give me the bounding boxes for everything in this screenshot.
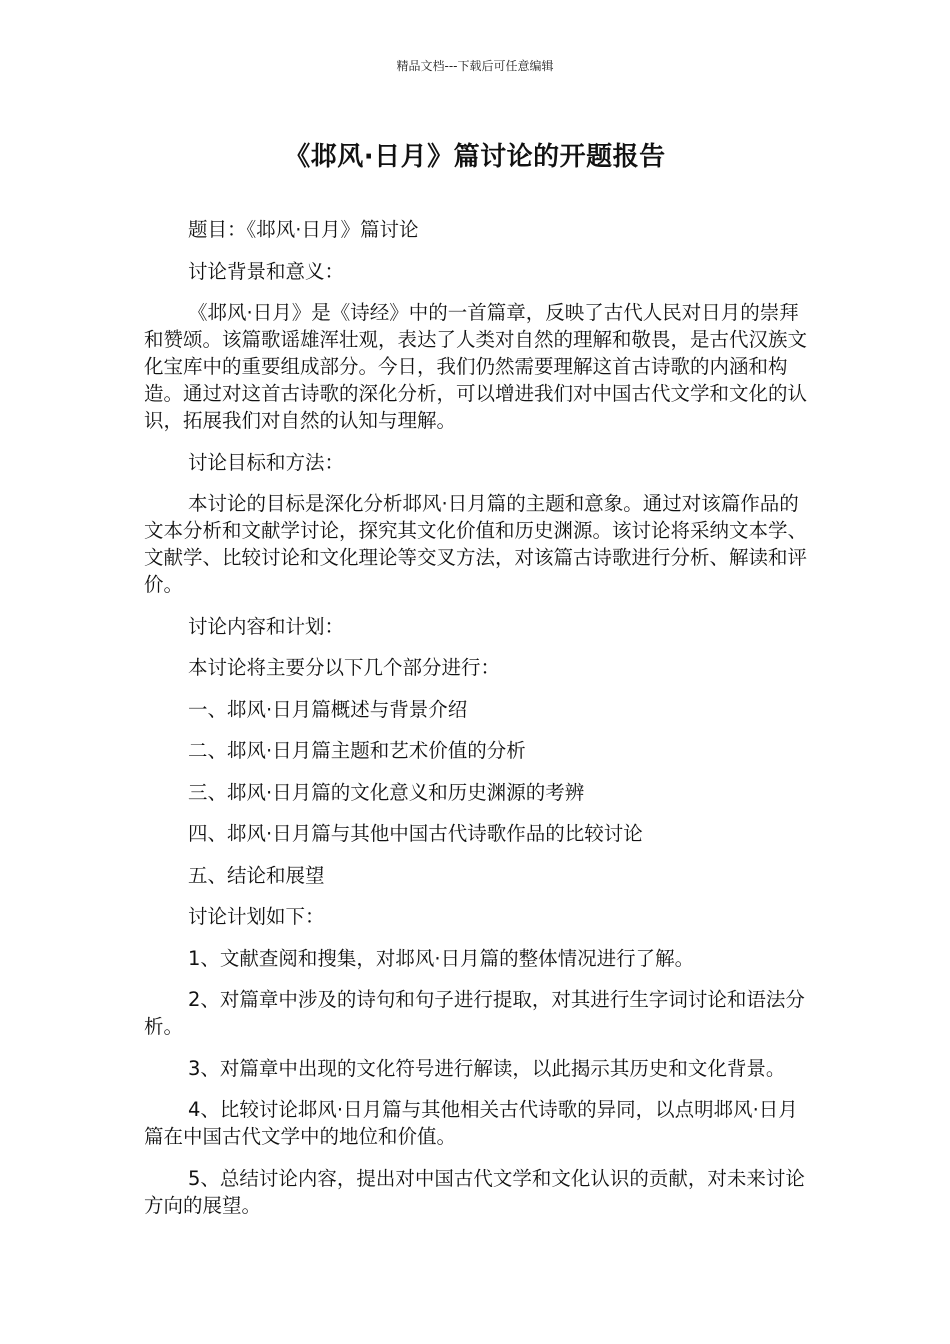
plan-list-item: 5、总结讨论内容，提出对中国古代文学和文化认识的贡献，对未来讨论方向的展望。 [144, 1166, 805, 1217]
background-paragraph: 《邶风·日月》是《诗经》中的一首篇章，反映了古代人民对日月的崇拜和赞颂。该篇歌谣雄浑壮观，表达了人类对自然的理解和敬畏，是古代汉族文化宝库中的重要组成部分。今日，我们仍然需要理解这首古诗歌的内涵和构造。通过对这首古诗歌的深化分析，可以增进我们对中国古代文学和文化的认识，拓展我们对自然的认知与理解。 [144, 301, 808, 432]
document-title: 《邶风·日月》篇讨论的开题报告 [284, 142, 666, 172]
content-list-item: 一、邶风·日月篇概述与背景介绍 [188, 697, 468, 721]
document-body [144, 216, 812, 1233]
plan-heading: 讨论计划如下： [188, 905, 325, 928]
topic-line: 题目：《邶风·日月》篇讨论 [188, 218, 419, 241]
page-header: 精品文档---下载后可任意编辑 [396, 59, 554, 73]
content-heading: 讨论内容和计划： [188, 614, 345, 638]
goal-paragraph: 本讨论的目标是深化分析邶风·日月篇的主题和意象。通过对该篇作品的文本分析和文献学讨论，探究其文化价值和历史渊源。该讨论将采纳文本学、文献学、比较讨论和文化理论等交叉方法，对该篇古诗歌进行分析、解读和评价。 [144, 492, 808, 596]
plan-list-item: 3、对篇章中出现的文化符号进行解读，以此揭示其历史和文化背景。 [188, 1056, 786, 1080]
content-list-item: 三、邶风·日月篇的文化意义和历史渊源的考辨 [188, 780, 585, 804]
goal-heading: 讨论目标和方法： [188, 450, 345, 474]
background-heading: 讨论背景和意义： [188, 259, 345, 283]
content-list-item: 二、邶风·日月篇主题和艺术价值的分析 [188, 739, 526, 762]
content-list-item: 五、结论和展望 [188, 863, 325, 887]
content-intro: 本讨论将主要分以下几个部分进行： [188, 656, 501, 679]
plan-list [144, 945, 812, 1219]
plan-list-item: 4、比较讨论邶风·日月篇与其他相关古代诗歌的异同，以点明邶风·日月篇在中国古代文学中的地位和价值。 [144, 1098, 798, 1148]
content-list-item: 四、邶风·日月篇与其他中国古代诗歌作品的比较讨论 [188, 822, 643, 845]
plan-list-item: 2、对篇章中涉及的诗句和句子进行提取，对其进行生字词讨论和语法分析。 [144, 988, 805, 1038]
content-list [144, 696, 812, 889]
plan-list-item: 1、文献查阅和搜集，对邶风·日月篇的整体情况进行了解。 [188, 946, 695, 970]
